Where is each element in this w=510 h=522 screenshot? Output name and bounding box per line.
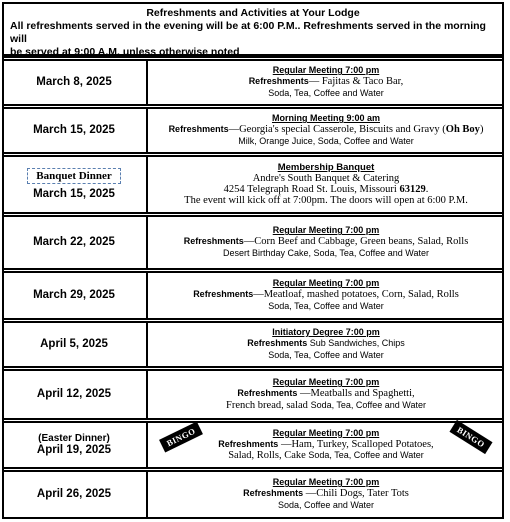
refreshments-line: [184, 236, 469, 247]
refreshments-menu: —Georgia's special Casserole, Biscuits and Gravy (: [228, 124, 446, 136]
date-cell: [2, 370, 148, 418]
header-note-line1: All refreshments served in the evening will be at 6:00 P.M.. Refreshments served in the morning will: [10, 20, 486, 45]
event-date: April 12, 2025: [36, 388, 112, 400]
date-cell: [2, 60, 148, 104]
schedule-row: [2, 471, 502, 517]
refreshments-label: Refreshments: [193, 289, 254, 300]
refreshments-menu: —Ham, Turkey, Scalloped Potatoes,: [278, 438, 434, 450]
refreshments-line: [247, 338, 405, 349]
venue-name: Andre's South Banquet & Catering: [252, 172, 400, 184]
meeting-title: Regular Meeting 7:00 pm: [272, 65, 380, 76]
drinks-line: [228, 450, 424, 461]
meeting-title: Regular Meeting 7:00 pm: [272, 377, 380, 388]
schedule-header: [2, 2, 502, 56]
drinks-line: Soda, Tea, Coffee and Water: [268, 300, 384, 311]
schedule-row: [2, 370, 502, 418]
refreshments-menu: —Meatballs and Spaghetti,: [297, 388, 415, 400]
refreshments-label: Refreshments: [248, 76, 309, 87]
schedule-row: [2, 322, 502, 366]
refreshments-emphasis: Oh Boy: [445, 124, 480, 136]
venue-zip: 63129: [399, 184, 426, 195]
refreshments-close: ): [479, 124, 484, 136]
meeting-title: Regular Meeting 7:00 pm: [272, 278, 380, 289]
detail-cell: [150, 272, 502, 318]
refreshments-line: [218, 439, 433, 450]
refreshments-menu: —Corn Beef and Cabbage, Green beans, Salad, Rolls: [243, 236, 469, 248]
date-cell: [2, 422, 148, 467]
schedule-row: [2, 60, 502, 104]
refreshments-line: [243, 488, 409, 499]
refreshments-label: Refreshments: [168, 124, 229, 135]
refreshments-menu-cont: French bread, salad: [226, 399, 311, 411]
date-cell: [2, 471, 148, 517]
refreshments-label: Refreshments: [183, 236, 244, 247]
schedule-row: [2, 216, 502, 268]
refreshments-label: Refreshments: [218, 438, 279, 449]
detail-cell: [150, 156, 502, 212]
drinks-text: Soda, Tea, Coffee and Water: [310, 399, 426, 410]
drinks-line: [226, 400, 426, 411]
schedule-row: [2, 156, 502, 212]
date-cell: [2, 216, 148, 268]
drinks-line: Soda, Tea, Coffee and Water: [268, 349, 384, 360]
event-subtitle: Banquet Dinner: [27, 168, 121, 184]
event-subtitle: (Easter Dinner): [38, 433, 110, 444]
event-times-note: The event will kick off at 7:00pm. The doors will open at 6:00 P.M.: [184, 195, 468, 207]
refreshments-line: [249, 76, 404, 87]
event-date: April 26, 2025: [36, 488, 112, 500]
detail-cell: [150, 370, 502, 418]
drinks-line: Soda, Tea, Coffee and Water: [268, 87, 384, 98]
venue-address: [224, 184, 429, 195]
refreshments-label: Refreshments: [237, 388, 298, 399]
header-note-line2: be served at 9:00 A.M. unless otherwise noted: [10, 46, 240, 58]
event-date: April 19, 2025: [36, 444, 112, 456]
schedule-title: Refreshments and Activities at Your Lodge: [146, 7, 360, 19]
refreshments-menu: Sub Sandwiches, Chips: [307, 338, 405, 349]
venue-address-text: 4254 Telegraph Road St. Louis, Missouri: [223, 184, 400, 195]
date-cell: [2, 322, 148, 366]
refreshments-menu: —Meatloaf, mashed potatoes, Corn, Salad, Rolls: [253, 289, 459, 301]
meeting-title: Regular Meeting 7:00 pm: [272, 477, 380, 488]
detail-cell: [150, 471, 502, 517]
refreshments-line: [169, 124, 484, 135]
event-date: April 5, 2025: [40, 338, 108, 350]
refreshments-line: [193, 289, 459, 300]
refreshments-menu-cont: Salad, Rolls, Cake: [228, 450, 309, 462]
meeting-title: Regular Meeting 7:00 pm: [272, 225, 380, 236]
drinks-line: Soda, Coffee and Water: [277, 499, 375, 510]
meeting-title: Membership Banquet: [277, 161, 375, 173]
venue-address-end: .: [425, 184, 429, 195]
refreshments-label: Refreshments: [243, 488, 304, 499]
detail-cell: [150, 60, 502, 104]
refreshments-menu: — Fajitas & Taco Bar,: [308, 76, 404, 88]
detail-cell: [150, 108, 502, 152]
refreshments-line: [237, 388, 414, 399]
detail-cell: [150, 322, 502, 366]
schedule-row: [2, 108, 502, 152]
meeting-title: Initiatory Degree 7:00 pm: [272, 327, 380, 338]
event-date: March 22, 2025: [33, 236, 115, 248]
detail-cell: [150, 422, 502, 467]
meeting-title: Regular Meeting 7:00 pm: [272, 427, 380, 438]
date-cell: [2, 272, 148, 318]
detail-cell: [150, 216, 502, 268]
drinks-text: Soda, Tea, Coffee and Water: [308, 450, 424, 461]
date-cell: [2, 108, 148, 152]
date-cell: [2, 156, 148, 212]
schedule-row: [2, 422, 502, 467]
refreshments-menu: —Chili Dogs, Tater Tots: [303, 488, 409, 500]
schedule-row: [2, 272, 502, 318]
event-date: March 15, 2025: [33, 124, 115, 136]
bingo-badge-right: BINGO: [449, 420, 492, 454]
drinks-line: Desert Birthday Cake, Soda, Tea, Coffee and Water: [223, 247, 429, 258]
event-date: March 29, 2025: [33, 289, 115, 301]
bingo-badge-left: BINGO: [159, 422, 203, 453]
event-date: March 15, 2025: [33, 188, 115, 200]
drinks-line: Milk, Orange Juice, Soda, Coffee and Water: [238, 135, 414, 146]
meeting-title: Morning Meeting 9:00 am: [271, 113, 380, 124]
refreshments-label: Refreshments: [247, 338, 308, 349]
event-date: March 8, 2025: [36, 76, 112, 88]
